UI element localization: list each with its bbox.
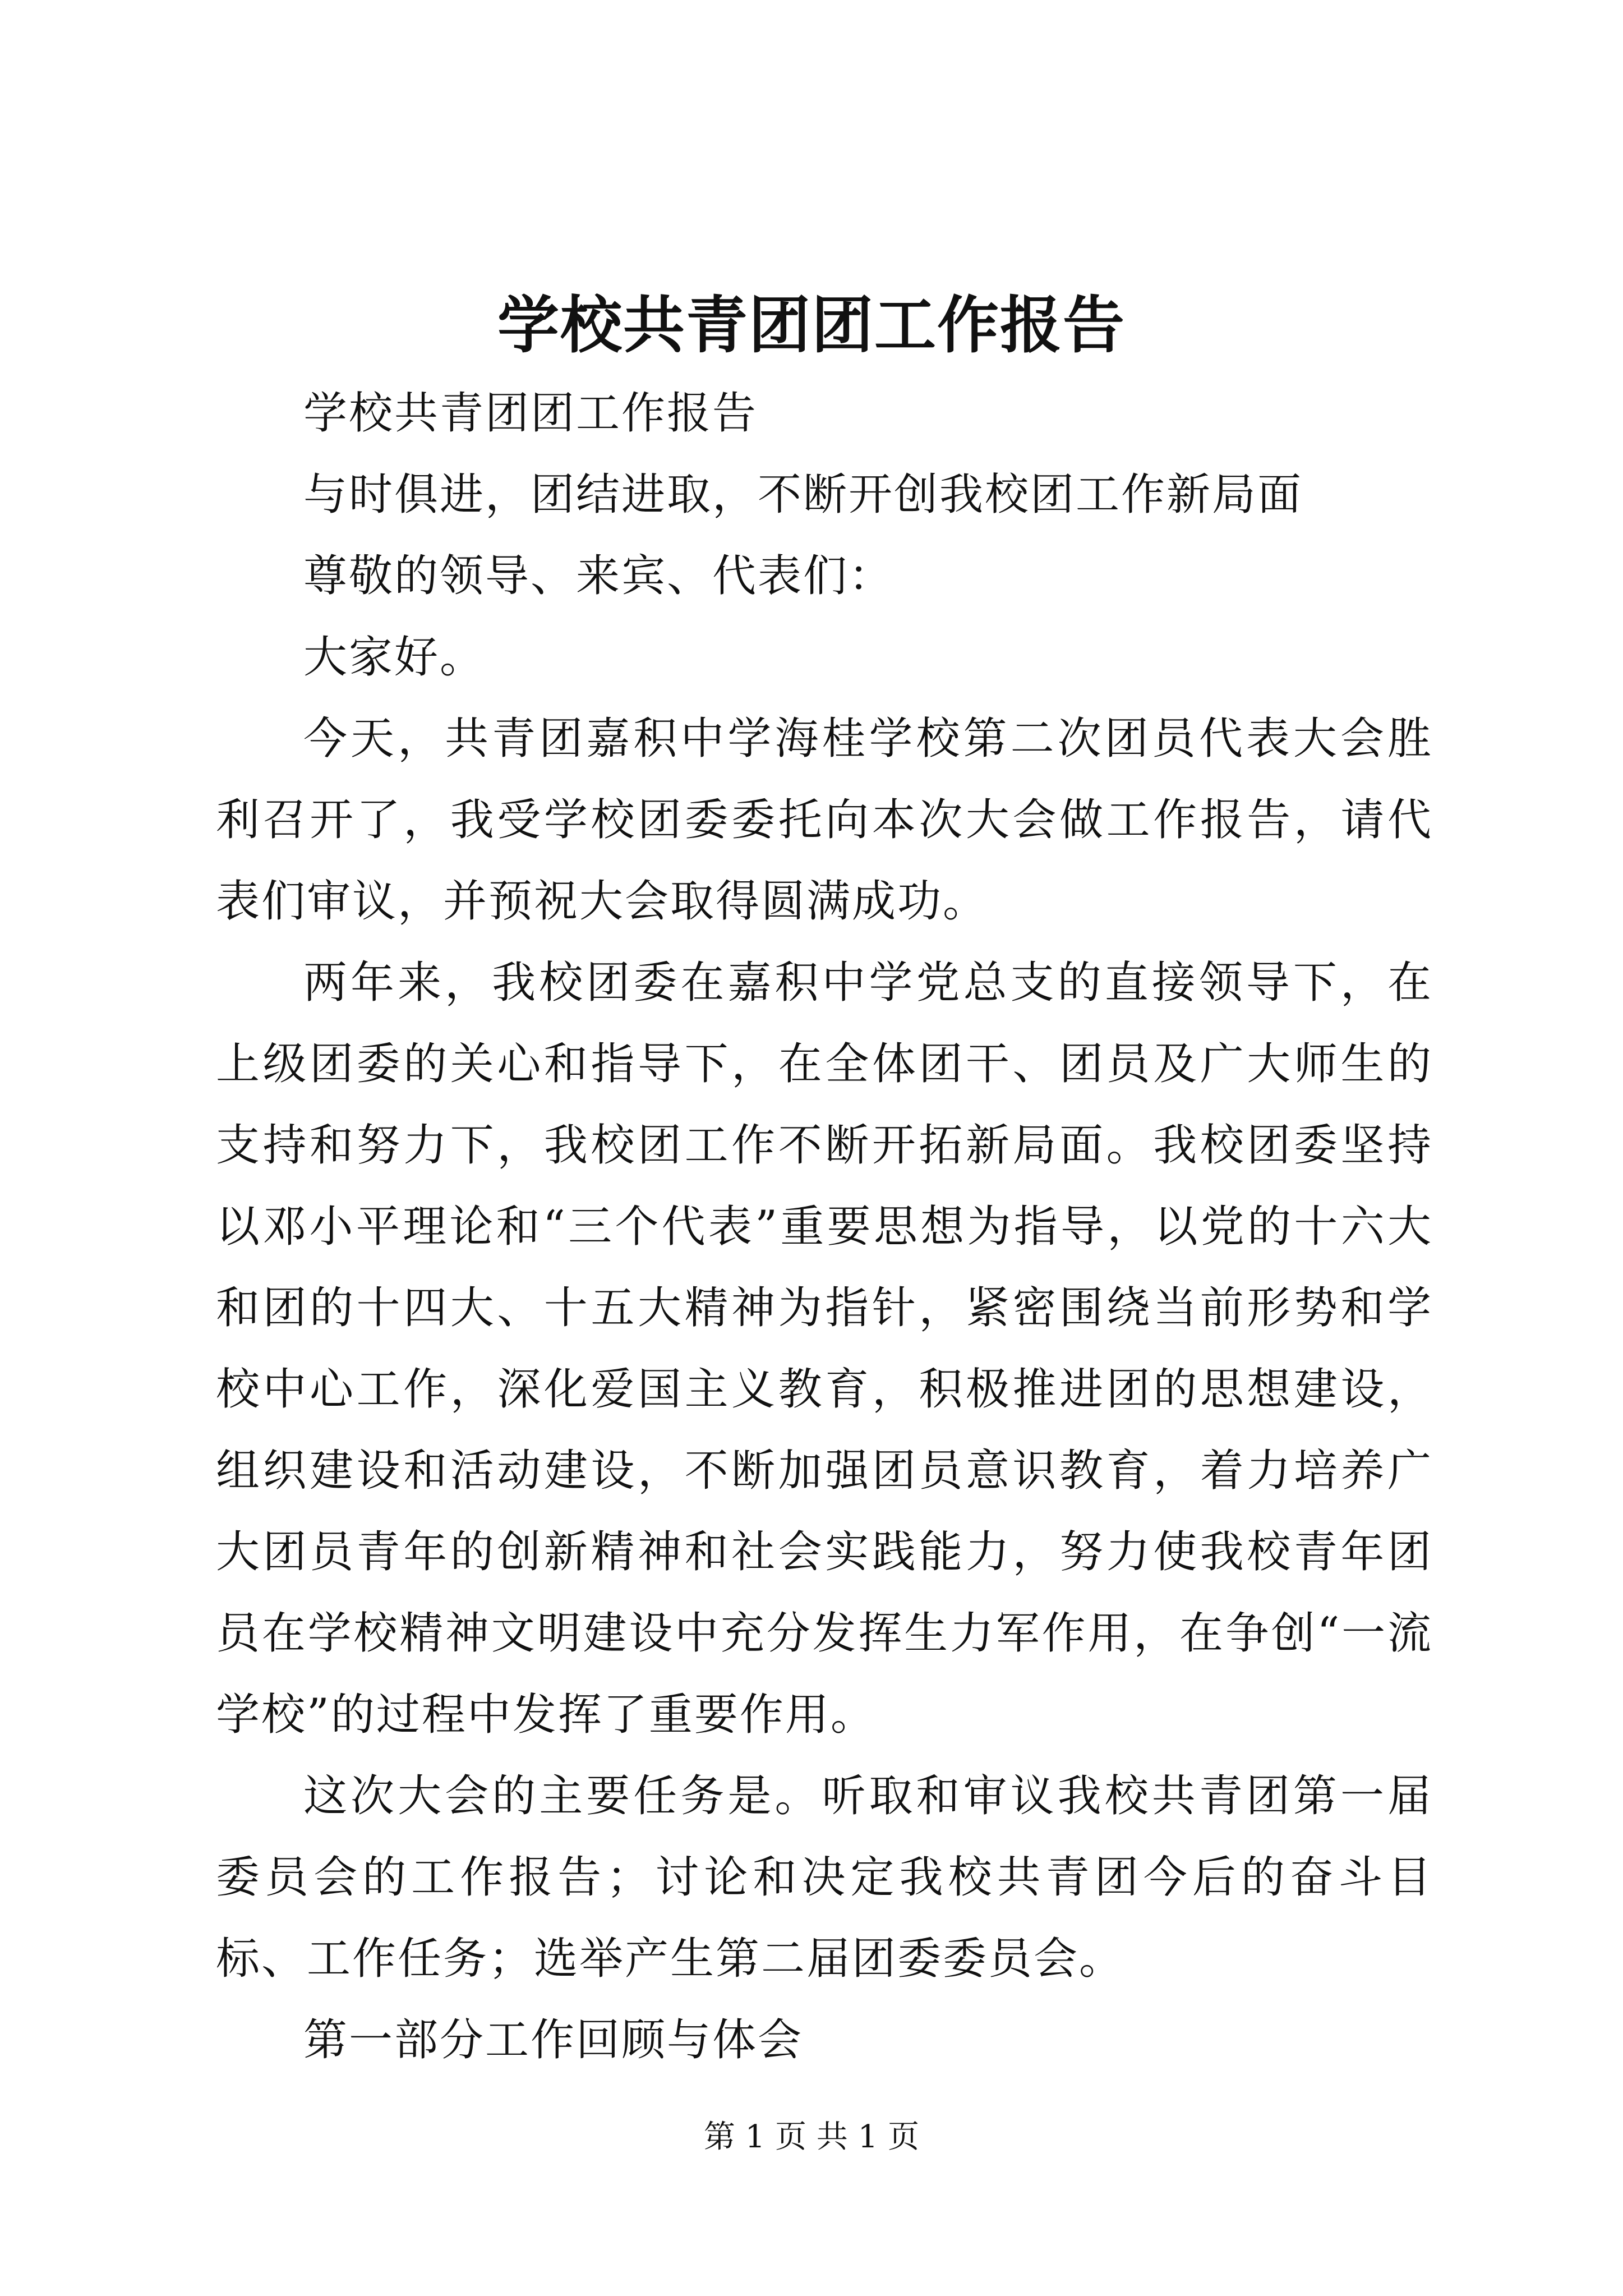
document-title: 学校共青团团工作报告	[497, 289, 1126, 361]
page-footer: 第 1 页 共 1 页	[703, 2119, 920, 2155]
paragraph-theme: 与时俱进，团结进取，不断开创我校团工作新局面	[303, 470, 1303, 520]
document-body	[216, 373, 1433, 2081]
paragraph-salutation: 尊敬的领导、来宾、代表们：	[303, 551, 895, 601]
paragraph-opening: 今天，共青团嘉积中学海桂学校第二次团员代表大会胜利召开了，我受学校团委委托向本次大会做工作报告，请代表们审议，并预祝大会取得圆满成功。	[216, 714, 1433, 927]
paragraph-two-years-review: 两年来，我校团委在嘉积中学党总支的直接领导下，在上级团委的关心和指导下，在全体团干、团员及广大师生的支持和努力下，我校团工作不断开拓新局面。我校团委坚持以邓小平理论和“三个代表”重要思想为指导，以党的十六大和团的十四大、十五大精神为指针，紧密围绕当前形势和学校中心工作，深化爱国主义教育，积极推进团的思想建设，组织建设和活动建设，不断加强团员意识教育，着力培养广大团员青年的创新精神和社会实践能力，努力使我校青年团员在学校精神文明建设中充分发挥生力军作用，在争创“一流学校”的过程中发挥了重要作用。	[216, 958, 1433, 1740]
section-heading-part-one: 第一部分工作回顾与体会	[303, 2015, 804, 2065]
paragraph-greeting: 大家好。	[303, 632, 486, 683]
paragraph-subtitle: 学校共青团团工作报告	[303, 388, 758, 439]
paragraph-main-tasks: 这次大会的主要任务是。听取和审议我校共青团第一届委员会的工作报告；讨论和决定我校共青团今后的奋斗目标、工作任务；选举产生第二届团委委员会。	[216, 1771, 1433, 1984]
